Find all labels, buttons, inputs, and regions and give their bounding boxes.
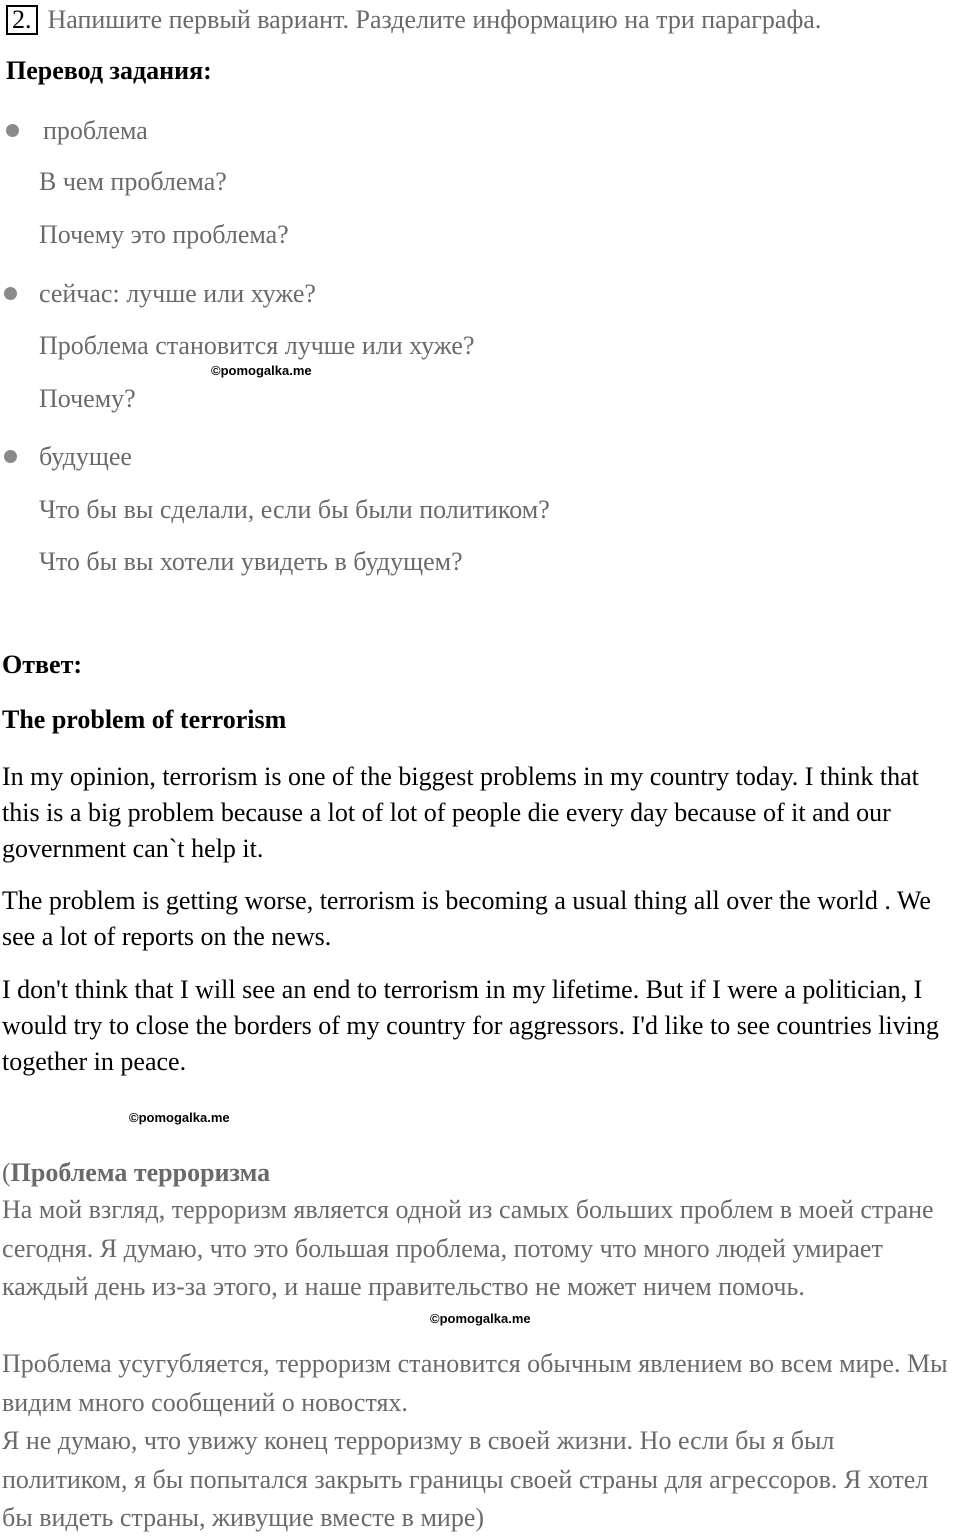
essay-title: The problem of terrorism [2, 705, 287, 734]
point-question: Что бы вы сделали, если бы были политиком? [39, 495, 550, 524]
point-question: Почему? [39, 384, 136, 413]
bullet-icon [4, 450, 17, 463]
point-question: Что бы вы хотели увидеть в будущем? [39, 547, 463, 576]
point-title: проблема [43, 116, 148, 145]
task-number: 2. [6, 5, 38, 35]
bullet-icon [6, 124, 19, 137]
essay-paragraph: The problem is getting worse, terrorism is becoming a usual thing all over the world . We see a lot of reports on the news. [2, 886, 931, 951]
point-title: будущее [39, 442, 132, 471]
answer-heading: Ответ: [2, 650, 83, 679]
open-paren: ( [2, 1158, 11, 1187]
task-line [6, 2, 821, 38]
bullet-icon [4, 287, 17, 300]
translation-paragraph: Проблема усугубляется, терроризм становится обычным явлением во всем мире. Мы видим много сообщений о новостях. [2, 1349, 948, 1417]
essay-paragraph: I don't think that I will see an end to terrorism in my lifetime. But if I were a politician, I would try to close the borders of my country for aggressors. I'd like to see countries living together in peace. [2, 975, 939, 1076]
translation-title-line [2, 1156, 270, 1190]
point-question: Проблема становится лучше или хуже? [39, 331, 475, 360]
watermark: ©pomogalka.me [430, 1311, 531, 1326]
watermark: ©pomogalka.me [129, 1110, 230, 1125]
essay-paragraph: In my opinion, terrorism is one of the biggest problems in my country today. I think that this is a big problem because a lot of lot of people die every day because of it and our government can`t help it. [2, 762, 919, 863]
point-question: В чем проблема? [39, 167, 227, 196]
task-text: Напишите первый вариант. Разделите информацию на три параграфа. [47, 5, 822, 34]
translation-paragraph: На мой взгляд, терроризм является одной из самых больших проблем в моей стране сегодня. Я думаю, что это большая проблема, потому что много людей умирает каждый день из-за этого, и наше правительство не может ничем помочь. [2, 1195, 934, 1301]
point-question: Почему это проблема? [39, 220, 289, 249]
translation-title: Проблема терроризма [10, 1158, 271, 1187]
point-title: сейчас: лучше или хуже? [39, 279, 316, 308]
translation-paragraph: Я не думаю, что увижу конец терроризму в своей жизни. Но если бы я был политиком, я бы попытался закрыть границы своей страны для агрессоров. Я хотел бы видеть страны, живущие вместе в мире) [2, 1426, 929, 1532]
watermark: ©pomogalka.me [211, 363, 312, 378]
translation-heading: Перевод задания: [6, 56, 212, 85]
